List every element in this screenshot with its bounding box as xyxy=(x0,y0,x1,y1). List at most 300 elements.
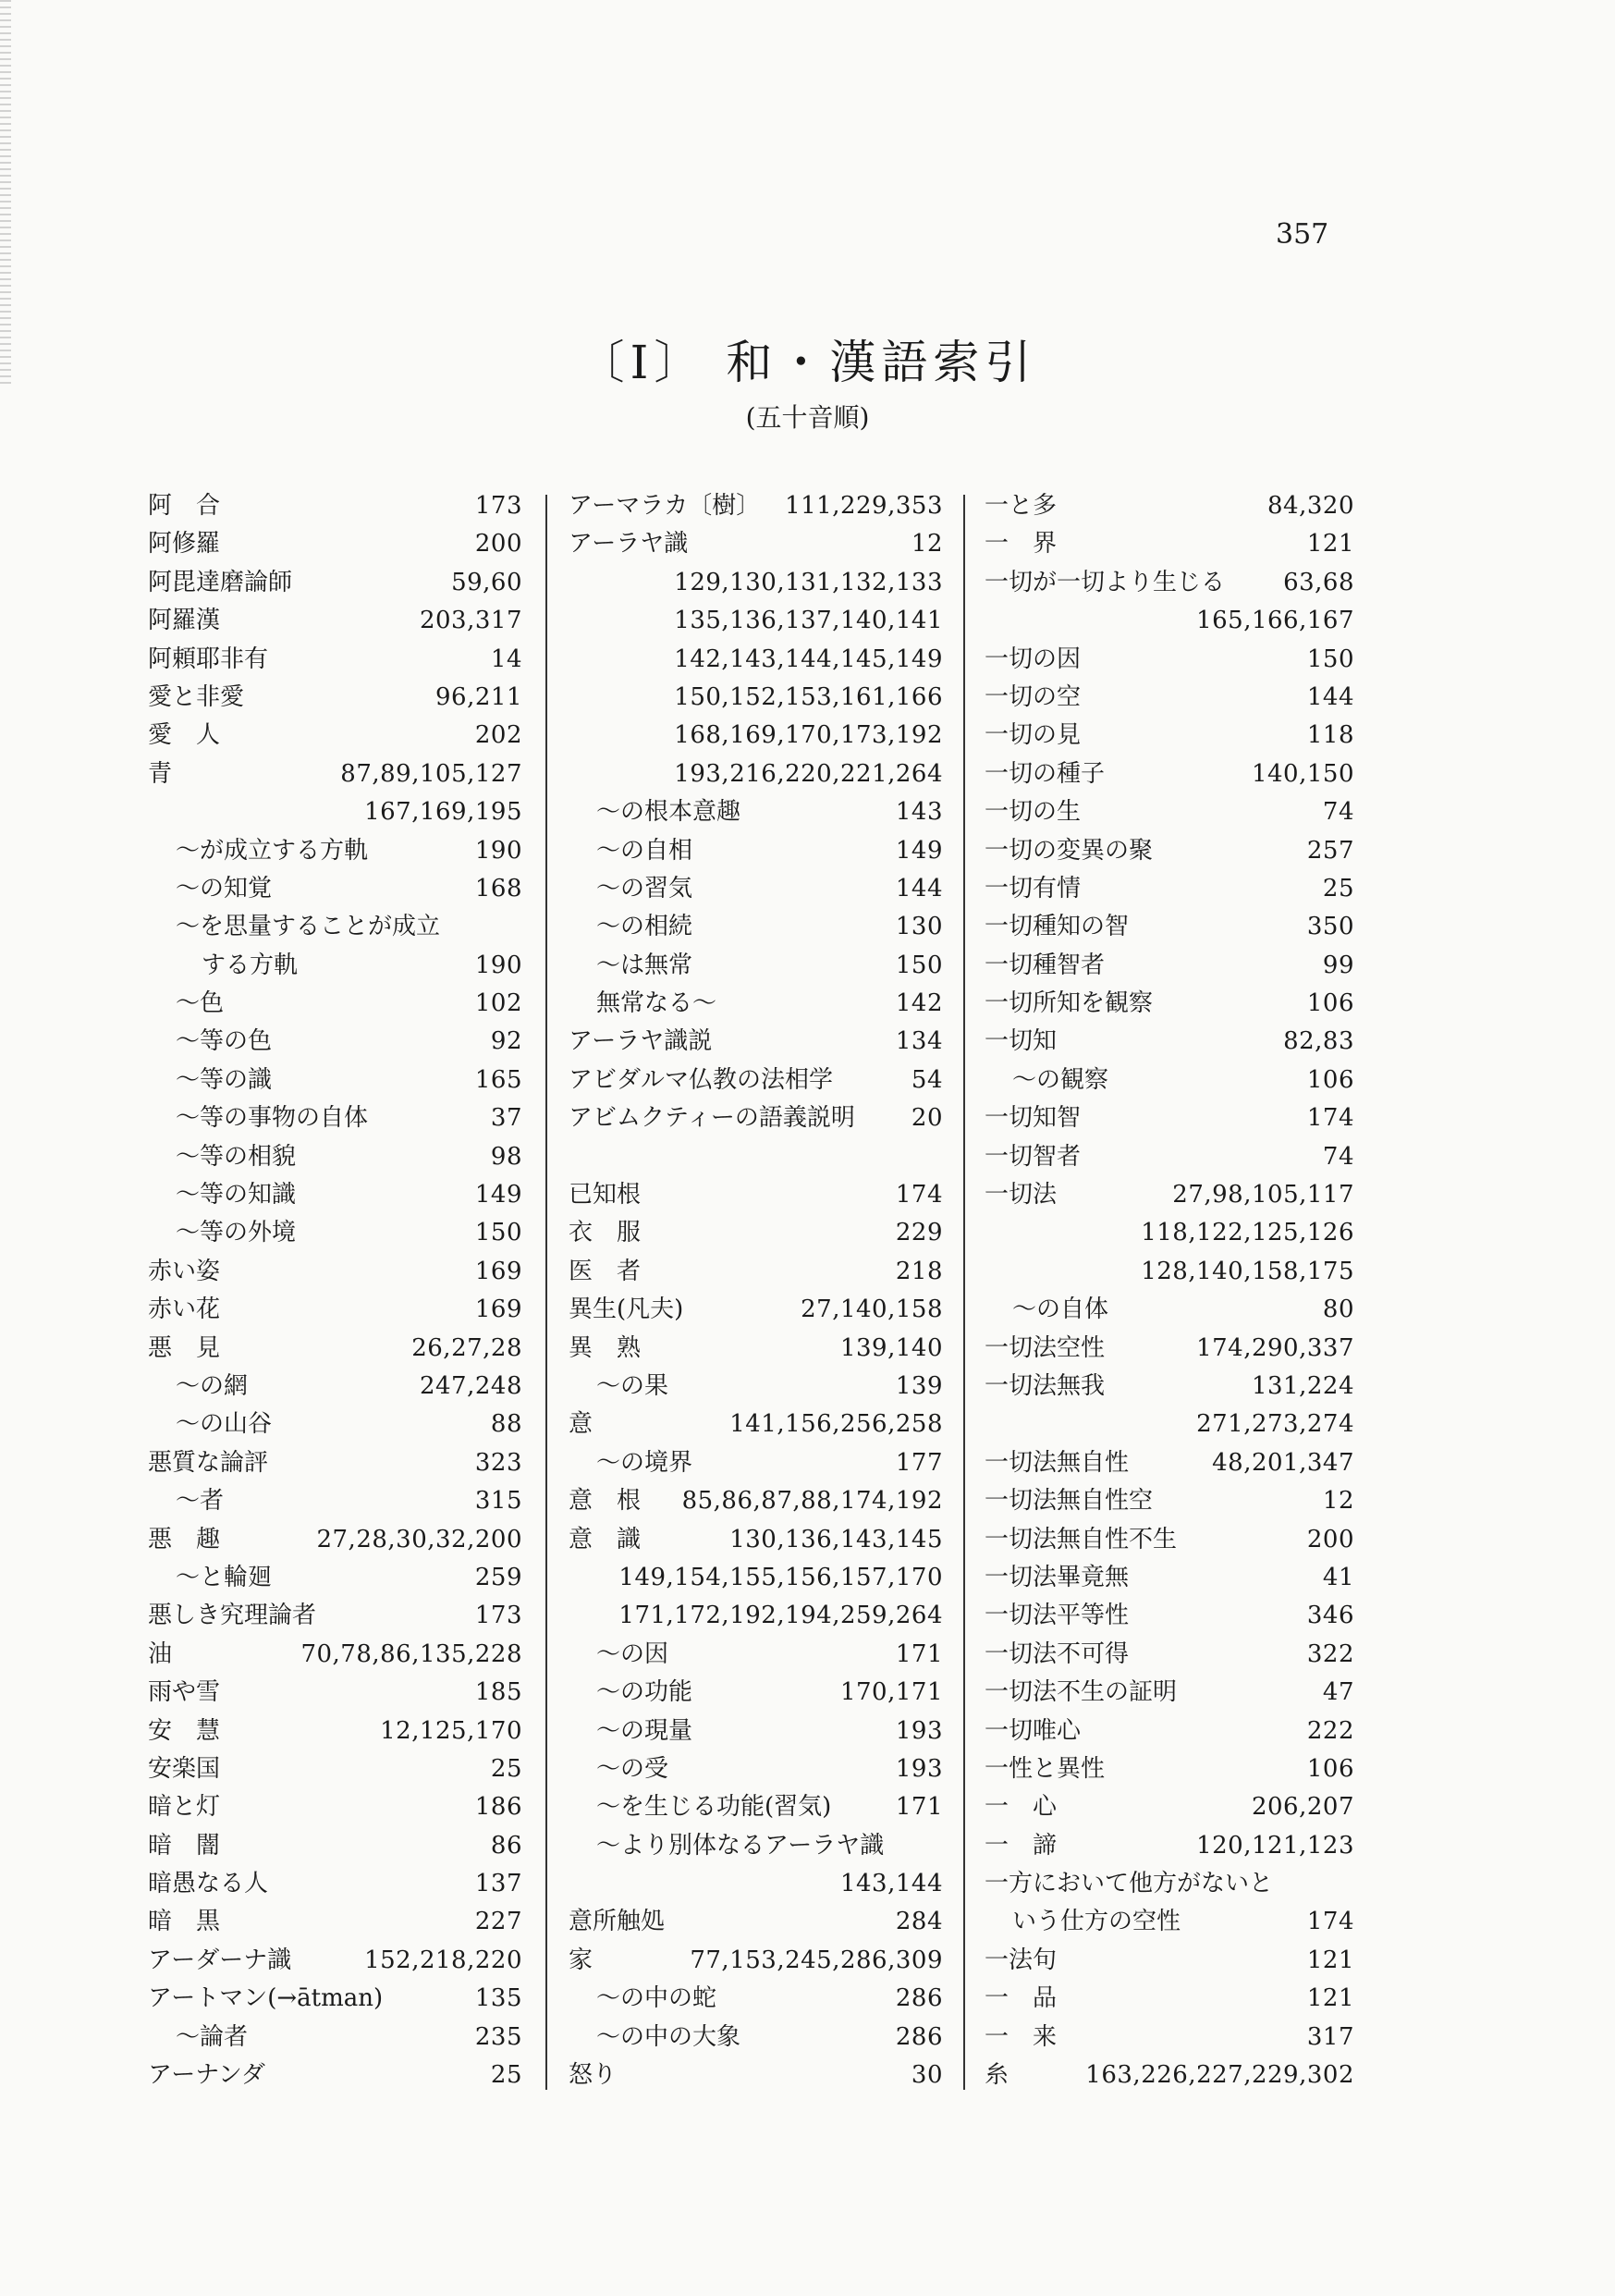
index-entry xyxy=(148,679,522,717)
index-entry xyxy=(148,1713,522,1750)
index-entry xyxy=(569,793,943,831)
index-term: 一 界 xyxy=(985,530,1058,559)
index-page-refs: 54 xyxy=(911,1065,943,1094)
index-entry xyxy=(985,1827,1354,1865)
index-entry xyxy=(985,641,1354,679)
index-term: ～の因 xyxy=(596,1639,669,1668)
index-term: 赤い姿 xyxy=(148,1257,221,1285)
index-page-refs: 150,152,153,161,166 xyxy=(674,682,943,711)
index-entry xyxy=(985,1023,1354,1061)
index-entry xyxy=(985,1788,1354,1826)
index-entry xyxy=(569,1827,943,1865)
index-term: アビダルマ仏教の法相学 xyxy=(569,1065,834,1094)
index-term: ～の功能 xyxy=(596,1678,693,1707)
index-entry xyxy=(569,1253,943,1291)
index-term: ～の網 xyxy=(176,1371,249,1400)
index-entry xyxy=(148,1330,522,1368)
index-entry xyxy=(985,1750,1354,1788)
index-page-refs: 174,290,337 xyxy=(1196,1333,1354,1362)
index-column-3 xyxy=(985,487,1354,2094)
index-column-1 xyxy=(148,487,522,2094)
index-page-refs: 37 xyxy=(490,1104,522,1133)
index-page-refs: 202 xyxy=(474,721,522,750)
index-term: 已知根 xyxy=(569,1181,642,1209)
index-entry xyxy=(148,1750,522,1788)
index-entry xyxy=(148,1138,522,1176)
index-entry xyxy=(148,1291,522,1329)
index-entry xyxy=(569,717,943,755)
index-page-refs: 222 xyxy=(1306,1716,1354,1745)
index-entry xyxy=(148,1788,522,1826)
index-page-refs: 27,98,105,117 xyxy=(1172,1181,1354,1209)
index-term: ～の山谷 xyxy=(176,1410,273,1439)
index-term: 一切法無自性不生 xyxy=(985,1525,1178,1553)
index-entry xyxy=(569,679,943,717)
index-entry xyxy=(569,1980,943,2018)
index-term: 一切種智者 xyxy=(985,951,1106,979)
index-term: ～の習気 xyxy=(596,874,693,902)
index-page-refs: 27,28,30,32,200 xyxy=(316,1525,522,1553)
index-term: アーラヤ識説 xyxy=(569,1027,713,1056)
index-term: 雨や雪 xyxy=(148,1678,221,1707)
index-page-refs: 322 xyxy=(1306,1639,1354,1668)
index-term: 一切法無自性 xyxy=(985,1448,1130,1477)
index-page-refs: 141,156,256,258 xyxy=(729,1410,943,1439)
index-entry xyxy=(985,985,1354,1023)
index-page-refs: 168 xyxy=(474,874,522,902)
index-page-refs: 130,136,143,145 xyxy=(729,1525,943,1553)
index-page-refs: 286 xyxy=(895,2022,943,2051)
index-entry xyxy=(569,1062,943,1099)
index-page-refs: 142 xyxy=(895,989,943,1018)
index-page-refs: 150 xyxy=(895,951,943,979)
index-page-refs: 26,27,28 xyxy=(411,1333,522,1362)
index-entry xyxy=(569,870,943,908)
index-term: 阿羅漢 xyxy=(148,607,221,635)
index-page-refs: 165,166,167 xyxy=(1196,607,1354,635)
index-entry xyxy=(985,1062,1354,1099)
index-entry xyxy=(985,1482,1354,1520)
index-term: ～の根本意趣 xyxy=(596,798,741,827)
index-term: アビムクティーの語義説明 xyxy=(569,1104,855,1133)
index-term: ～等の外境 xyxy=(176,1219,297,1247)
index-page-refs: 150 xyxy=(1306,645,1354,673)
index-entry xyxy=(569,1023,943,1061)
index-entry xyxy=(985,1291,1354,1329)
index-page-refs: 167,169,195 xyxy=(364,798,522,827)
index-page-refs: 170,171 xyxy=(839,1678,943,1707)
index-page-refs: 27,140,158 xyxy=(801,1295,943,1324)
index-page-refs: 193 xyxy=(895,1716,943,1745)
index-entry xyxy=(148,1674,522,1712)
index-page-refs: 190 xyxy=(474,836,522,865)
index-term: ～の現量 xyxy=(596,1716,693,1745)
index-term: 意所触処 xyxy=(569,1908,666,1936)
index-term: ～の知覚 xyxy=(176,874,273,902)
index-entry xyxy=(148,1903,522,1941)
index-entry xyxy=(148,1597,522,1635)
index-term: 一 諦 xyxy=(985,1831,1058,1860)
column-divider xyxy=(963,495,965,2090)
index-entry xyxy=(985,487,1354,525)
index-page-refs: 74 xyxy=(1322,798,1354,827)
index-entry xyxy=(148,1099,522,1137)
index-entry xyxy=(569,1176,943,1214)
index-entry xyxy=(569,947,943,985)
index-page-refs: 257 xyxy=(1306,836,1354,865)
index-term: 異 熟 xyxy=(569,1333,642,1362)
index-term: する方軌 xyxy=(202,951,299,979)
index-term: アーダーナ識 xyxy=(148,1946,292,1974)
index-term: 油 xyxy=(148,1639,173,1668)
index-entry xyxy=(569,985,943,1023)
index-page-refs: 25 xyxy=(490,2061,522,2090)
index-entry xyxy=(148,602,522,640)
index-page-refs: 59,60 xyxy=(451,568,522,596)
index-entry xyxy=(148,1406,522,1443)
index-page-refs: 169 xyxy=(474,1295,522,1324)
index-entry xyxy=(569,1750,943,1788)
index-term: 阿頼耶非有 xyxy=(148,645,269,673)
index-page-refs: 80 xyxy=(1322,1295,1354,1324)
index-term: 一切の因 xyxy=(985,645,1082,673)
index-subtitle: (五十音順) xyxy=(745,402,870,433)
index-column-2 xyxy=(569,487,943,2094)
index-entry xyxy=(569,1636,943,1674)
index-entry xyxy=(569,1444,943,1482)
index-term: 一 来 xyxy=(985,2022,1058,2051)
index-entry xyxy=(148,832,522,870)
index-entry xyxy=(569,1099,943,1137)
index-term: ～等の相貌 xyxy=(176,1142,297,1171)
index-title: 〔I〕 和・漢語索引 xyxy=(578,336,1037,389)
index-entry xyxy=(148,1865,522,1903)
index-entry xyxy=(148,525,522,563)
index-page-refs: 165 xyxy=(474,1065,522,1094)
index-term: 意 根 xyxy=(569,1487,642,1516)
index-term: 悪質な論評 xyxy=(148,1448,269,1477)
index-entry xyxy=(148,908,522,946)
index-term: 一切の変異の聚 xyxy=(985,836,1154,865)
index-page-refs: 143 xyxy=(895,798,943,827)
index-page-refs: 106 xyxy=(1306,989,1354,1018)
index-entry xyxy=(148,755,522,793)
index-entry xyxy=(148,641,522,679)
index-page-refs: 171,172,192,194,259,264 xyxy=(618,1602,943,1630)
index-page-refs: 20 xyxy=(911,1104,943,1133)
index-entry xyxy=(569,641,943,679)
index-entry xyxy=(569,1214,943,1252)
index-page-refs: 177 xyxy=(895,1448,943,1477)
index-page-refs: 121 xyxy=(1306,530,1354,559)
index-term: 青 xyxy=(148,759,173,788)
index-entry xyxy=(569,1482,943,1520)
index-entry xyxy=(569,2019,943,2057)
index-entry xyxy=(569,2057,943,2094)
index-entry xyxy=(569,1674,943,1712)
index-term: 暗 闇 xyxy=(148,1831,221,1860)
index-page-refs: 144 xyxy=(1306,682,1354,711)
index-page-refs: 139 xyxy=(895,1371,943,1400)
index-page-refs: 350 xyxy=(1306,913,1354,941)
index-term: ～は無常 xyxy=(596,951,693,979)
index-term: 一切の見 xyxy=(985,721,1082,750)
index-entry xyxy=(569,1291,943,1329)
index-page-refs: 30 xyxy=(911,2061,943,2090)
index-term: アーラヤ識 xyxy=(569,530,689,559)
index-entry xyxy=(569,564,943,602)
index-page-refs: 47 xyxy=(1322,1678,1354,1707)
index-term: ～の境界 xyxy=(596,1448,693,1477)
index-term: 一切の空 xyxy=(985,682,1082,711)
index-term: 悪しき究理論者 xyxy=(148,1602,317,1630)
index-page-refs: 317 xyxy=(1306,2022,1354,2051)
index-term: アーマラカ〔樹〕 xyxy=(569,492,761,520)
index-page-refs: 25 xyxy=(1322,874,1354,902)
index-page-refs: 235 xyxy=(474,2022,522,2051)
index-page-refs: 74 xyxy=(1322,1142,1354,1171)
index-page-refs: 174 xyxy=(1306,1104,1354,1133)
index-entry xyxy=(148,487,522,525)
index-term: ～の果 xyxy=(596,1371,669,1400)
index-page-refs: 86 xyxy=(490,1831,522,1860)
index-page-refs: 171 xyxy=(895,1793,943,1822)
index-page-refs: 41 xyxy=(1322,1563,1354,1591)
index-term: ～等の事物の自体 xyxy=(176,1104,369,1133)
section-gap xyxy=(569,1138,943,1176)
index-term: 悪 趣 xyxy=(148,1525,221,1553)
index-term: 愛と非愛 xyxy=(148,682,245,711)
index-entry xyxy=(148,1636,522,1674)
index-entry xyxy=(569,1368,943,1406)
index-entry xyxy=(569,487,943,525)
index-term: 一法句 xyxy=(985,1946,1058,1974)
index-entry xyxy=(985,1713,1354,1750)
index-page-refs: 87,89,105,127 xyxy=(340,759,522,788)
index-entry xyxy=(985,1406,1354,1443)
index-page-refs: 227 xyxy=(474,1908,522,1936)
index-term: 一切法不生の証明 xyxy=(985,1678,1178,1707)
index-page-refs: 259 xyxy=(474,1563,522,1591)
index-entry xyxy=(985,1942,1354,1980)
index-entry xyxy=(985,870,1354,908)
index-term: ～の自体 xyxy=(1012,1295,1109,1324)
index-entry xyxy=(569,602,943,640)
index-entry xyxy=(985,1176,1354,1214)
index-term: ～を思量することが成立 xyxy=(176,913,441,941)
index-term: 家 xyxy=(569,1946,593,1974)
index-page-refs: 12,125,170 xyxy=(380,1716,522,1745)
index-entry xyxy=(985,602,1354,640)
index-term: 糸 xyxy=(985,2061,1009,2090)
index-term: 一 品 xyxy=(985,1984,1058,2013)
index-entry xyxy=(985,1903,1354,1941)
index-page-refs: 118 xyxy=(1306,721,1354,750)
index-entry xyxy=(985,679,1354,717)
index-entry xyxy=(148,1827,522,1865)
index-page-refs: 121 xyxy=(1306,1984,1354,2013)
index-term: 一切の生 xyxy=(985,798,1082,827)
index-term: ～等の色 xyxy=(176,1027,273,1056)
index-entry xyxy=(985,1368,1354,1406)
index-term: 意 xyxy=(569,1410,593,1439)
index-term: 阿 合 xyxy=(148,492,221,520)
index-page-refs: 70,78,86,135,228 xyxy=(300,1639,522,1668)
index-page-refs: 323 xyxy=(474,1448,522,1477)
index-term: 意 識 xyxy=(569,1525,642,1553)
index-page-refs: 152,218,220 xyxy=(364,1946,522,1974)
index-entry xyxy=(569,755,943,793)
index-entry xyxy=(148,985,522,1023)
index-page-refs: 120,121,123 xyxy=(1196,1831,1354,1860)
index-term: 暗 黒 xyxy=(148,1908,221,1936)
index-page-refs: 163,226,227,229,302 xyxy=(1085,2061,1354,2090)
index-page-refs: 200 xyxy=(1306,1525,1354,1553)
index-entry xyxy=(985,1330,1354,1368)
index-page-refs: 25 xyxy=(490,1754,522,1783)
index-entry xyxy=(985,755,1354,793)
index-entry xyxy=(148,1214,522,1252)
index-entry xyxy=(569,1942,943,1980)
index-entry xyxy=(985,1865,1354,1903)
index-page-refs: 186 xyxy=(474,1793,522,1822)
index-term: ～の自相 xyxy=(596,836,693,865)
index-term: 一と多 xyxy=(985,492,1058,520)
index-term: ～者 xyxy=(176,1487,225,1516)
index-page-refs: 168,169,170,173,192 xyxy=(674,721,943,750)
index-term: 安 慧 xyxy=(148,1716,221,1745)
index-page-refs: 77,153,245,286,309 xyxy=(690,1946,943,1974)
index-page-refs: 118,122,125,126 xyxy=(1141,1219,1354,1247)
index-entry xyxy=(148,1980,522,2018)
index-term: 安楽国 xyxy=(148,1754,221,1783)
index-page-refs: 144 xyxy=(895,874,943,902)
index-page-refs: 128,140,158,175 xyxy=(1141,1257,1354,1285)
index-term: 暗と灯 xyxy=(148,1793,221,1822)
index-entry xyxy=(985,1597,1354,1635)
index-entry xyxy=(569,1903,943,1941)
index-page-refs: 84,320 xyxy=(1267,492,1354,520)
index-term: ～の中の大象 xyxy=(596,2022,741,2051)
index-entry xyxy=(148,947,522,985)
index-page-refs: 82,83 xyxy=(1283,1027,1354,1056)
index-page-refs: 140,150 xyxy=(1251,759,1354,788)
index-term: 赤い花 xyxy=(148,1295,221,1324)
index-page-refs: 149,154,155,156,157,170 xyxy=(618,1563,943,1591)
index-term: 一切法畢竟無 xyxy=(985,1563,1130,1591)
index-page-refs: 135 xyxy=(474,1984,522,2013)
index-term: 一切種知の智 xyxy=(985,913,1130,941)
index-entry xyxy=(148,2057,522,2094)
index-term: 一切が一切より生じる xyxy=(985,568,1226,596)
index-page-refs: 135,136,137,140,141 xyxy=(674,607,943,635)
index-term: 悪 見 xyxy=(148,1333,221,1362)
index-entry xyxy=(148,2019,522,2057)
index-page-refs: 99 xyxy=(1322,951,1354,979)
index-entry xyxy=(569,908,943,946)
index-term: 一切法平等性 xyxy=(985,1602,1130,1630)
index-page-refs: 130 xyxy=(895,913,943,941)
index-term: 一切法無自性空 xyxy=(985,1487,1154,1516)
index-page-refs: 169 xyxy=(474,1257,522,1285)
index-entry xyxy=(569,1788,943,1826)
index-page-refs: 150 xyxy=(474,1219,522,1247)
index-term: 一切法 xyxy=(985,1181,1058,1209)
index-entry xyxy=(569,1521,943,1559)
index-page-refs: 271,273,274 xyxy=(1196,1410,1354,1439)
index-entry xyxy=(985,1980,1354,2018)
index-entry xyxy=(569,1597,943,1635)
index-page-refs: 149 xyxy=(474,1181,522,1209)
index-page-refs: 129,130,131,132,133 xyxy=(674,568,943,596)
index-entry xyxy=(569,1330,943,1368)
index-entry xyxy=(985,1444,1354,1482)
index-page-refs: 200 xyxy=(474,530,522,559)
index-entry xyxy=(985,1138,1354,1176)
index-term: 一 心 xyxy=(985,1793,1058,1822)
index-entry xyxy=(985,1636,1354,1674)
index-page-refs: 173 xyxy=(474,492,522,520)
index-term: ～の中の蛇 xyxy=(596,1984,717,2013)
index-page-refs: 88 xyxy=(490,1410,522,1439)
index-term: アートマン(→ātman) xyxy=(148,1984,384,2013)
index-term: ～論者 xyxy=(176,2022,249,2051)
index-page-refs: 63,68 xyxy=(1283,568,1354,596)
index-page-refs: 284 xyxy=(895,1908,943,1936)
index-term: 阿修羅 xyxy=(148,530,221,559)
index-term: 一切法空性 xyxy=(985,1333,1106,1362)
index-entry xyxy=(985,1214,1354,1252)
index-page-refs: 102 xyxy=(474,989,522,1018)
index-entry xyxy=(985,832,1354,870)
index-page-refs: 48,201,347 xyxy=(1212,1448,1354,1477)
index-page-refs: 106 xyxy=(1306,1754,1354,1783)
index-term: 一切知智 xyxy=(985,1104,1082,1133)
index-page-refs: 185 xyxy=(474,1678,522,1707)
index-term: 一切法無我 xyxy=(985,1371,1106,1400)
index-entry xyxy=(148,1253,522,1291)
index-page-refs: 203,317 xyxy=(419,607,522,635)
index-page-refs: 98 xyxy=(490,1142,522,1171)
index-term: 一切所知を観察 xyxy=(985,989,1154,1018)
index-page-refs: 85,86,87,88,174,192 xyxy=(681,1487,943,1516)
index-entry xyxy=(985,1521,1354,1559)
index-page-refs: 143,144 xyxy=(839,1870,943,1898)
index-page-refs: 12 xyxy=(1322,1487,1354,1516)
index-entry xyxy=(148,1521,522,1559)
index-page-refs: 193,216,220,221,264 xyxy=(674,759,943,788)
index-entry xyxy=(985,2019,1354,2057)
index-term: 異生(凡夫) xyxy=(569,1295,684,1324)
index-page-refs: 171 xyxy=(895,1639,943,1668)
index-entry xyxy=(569,1406,943,1443)
index-term: ～と輪廻 xyxy=(176,1563,273,1591)
index-entry xyxy=(569,832,943,870)
index-term: 一切知 xyxy=(985,1027,1058,1056)
index-term: 愛 人 xyxy=(148,721,221,750)
index-term: ～より別体なるアーラヤ識 xyxy=(596,1831,885,1860)
index-page-refs: 137 xyxy=(474,1870,522,1898)
index-page-refs: 131,224 xyxy=(1251,1371,1354,1400)
index-term: ～の観察 xyxy=(1012,1065,1109,1094)
index-entry xyxy=(985,1674,1354,1712)
index-page-refs: 286 xyxy=(895,1984,943,2013)
index-term: 怒り xyxy=(569,2061,618,2090)
index-entry xyxy=(148,793,522,831)
index-term: アーナンダ xyxy=(148,2061,265,2090)
index-page-refs: 12 xyxy=(911,530,943,559)
index-term: ～色 xyxy=(176,989,225,1018)
